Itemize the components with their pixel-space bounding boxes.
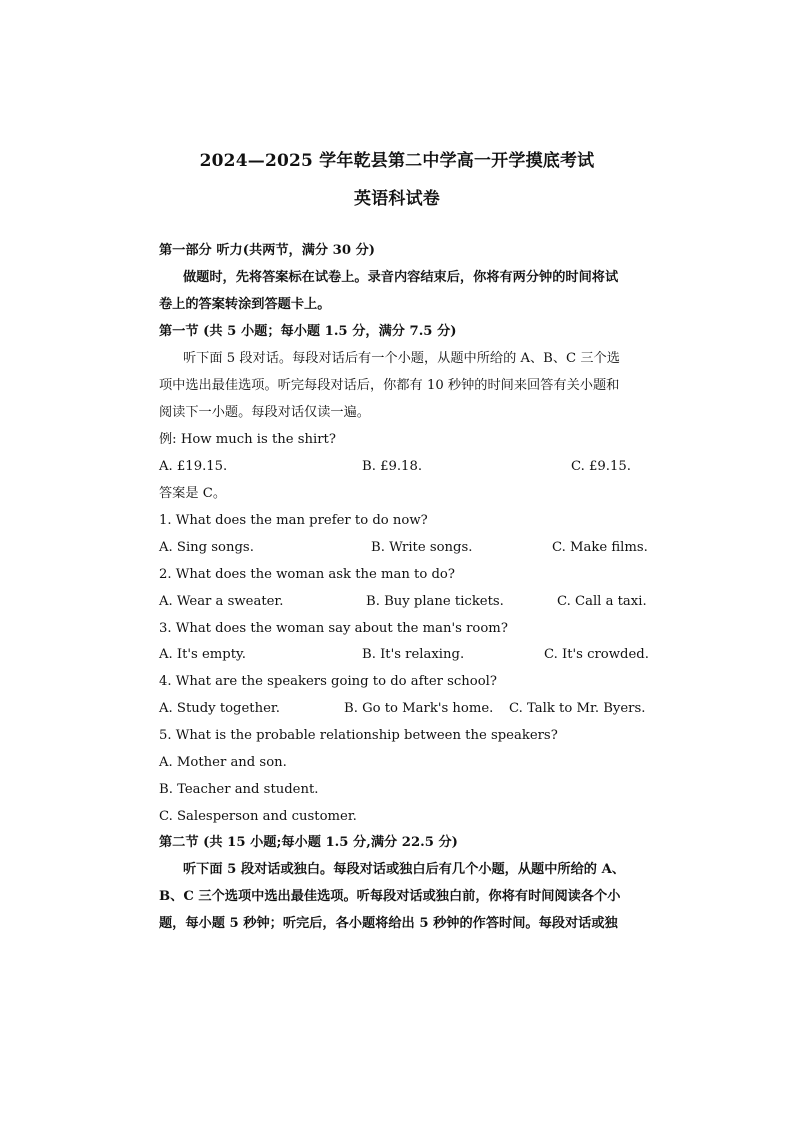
example-option-c: C. £9.15.: [571, 459, 631, 474]
section2-instruction-line-3: 题，每小题 5 秒钟；听完后，各小题将给出 5 秒钟的作答时间。每段对话或独: [159, 916, 618, 931]
question-4: 4. What are the speakers going to do after school?: [159, 674, 497, 689]
question-5-option-c: C. Salesperson and customer.: [159, 809, 357, 824]
question-4-option-a: A. Study together.: [159, 701, 280, 716]
example-answer: 答案是 C。: [159, 486, 227, 501]
section2-instruction-line-2: B、C 三个选项中选出最佳选项。听每段对话或独白前，你将有时间阅读各个小: [159, 889, 621, 904]
section2-instruction-line-1: 听下面 5 段对话或独白。每段对话或独白后有几个小题，从题中所给的 A、: [183, 862, 625, 877]
question-1-option-b: B. Write songs.: [371, 540, 473, 555]
question-5: 5. What is the probable relationship between the speakers?: [159, 728, 558, 743]
section1-instruction-line-2: 项中选出最佳选项。听完每段对话后，你都有 10 秒钟的时间来回答有关小题和: [159, 378, 620, 393]
section1-instruction-line-3: 阅读下一小题。每段对话仅读一遍。: [159, 405, 370, 420]
example-question: 例: How much is the shirt?: [159, 432, 336, 447]
section1-heading: 第一节 (共 5 小题；每小题 1.5 分，满分 7.5 分): [159, 324, 457, 339]
question-2-option-b: B. Buy plane tickets.: [366, 594, 504, 609]
exam-subtitle: 英语科试卷: [354, 189, 440, 209]
section2-heading: 第二节 (共 15 小题;每小题 1.5 分,满分 22.5 分): [159, 835, 458, 850]
question-5-option-a: A. Mother and son.: [159, 755, 287, 770]
question-3-option-a: A. It's empty.: [159, 647, 246, 662]
section1-instruction-line-1: 听下面 5 段对话。每段对话后有一个小题，从题中所给的 A、B、C 三个选: [183, 351, 620, 366]
question-2-option-c: C. Call a taxi.: [557, 594, 647, 609]
question-2: 2. What does the woman ask the man to do?: [159, 567, 455, 582]
example-option-a: A. £19.15.: [159, 459, 228, 474]
question-4-option-b: B. Go to Mark's home.: [344, 701, 494, 716]
question-1-option-a: A. Sing songs.: [159, 540, 254, 555]
part1-heading: 第一部分 听力(共两节，满分 30 分): [159, 243, 376, 258]
part1-instruction-line-2: 卷上的答案转涂到答题卡上。: [159, 297, 331, 312]
question-2-option-a: A. Wear a sweater.: [159, 594, 284, 609]
question-3: 3. What does the woman say about the man's room?: [159, 621, 508, 636]
question-5-option-b: B. Teacher and student.: [159, 782, 319, 797]
question-3-option-b: B. It's relaxing.: [362, 647, 465, 662]
exam-title: 2024—2025 学年乾县第二中学高一开学摸底考试: [199, 151, 595, 171]
question-4-option-c: C. Talk to Mr. Byers.: [509, 701, 646, 716]
question-1-option-c: C. Make films.: [552, 540, 648, 555]
question-3-option-c: C. It's crowded.: [544, 647, 649, 662]
example-option-b: B. £9.18.: [362, 459, 423, 474]
part1-instruction-line-1: 做题时，先将答案标在试卷上。录音内容结束后，你将有两分钟的时间将试: [183, 270, 619, 285]
question-1: 1. What does the man prefer to do now?: [159, 513, 428, 528]
